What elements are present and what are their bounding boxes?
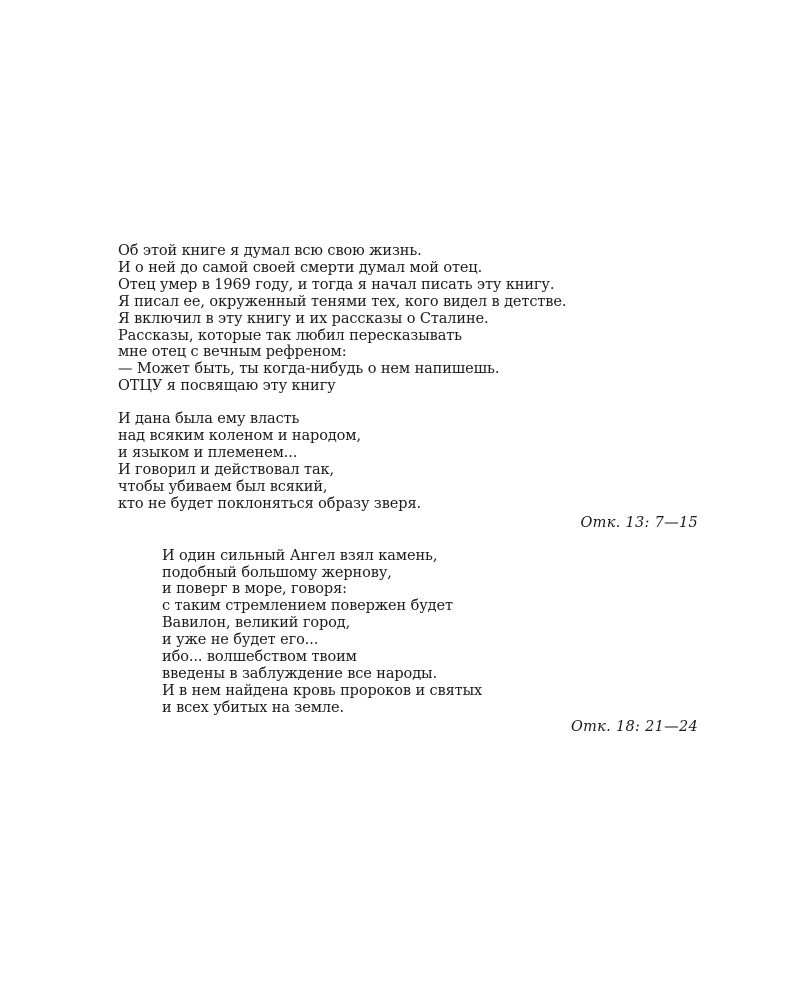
- epigraph-line: над всяким коленом и народом,: [118, 428, 361, 445]
- epigraph-line: И говорил и действовал так,: [118, 461, 334, 478]
- dedication-line: Я включил в эту книгу и их рассказы о Сталине.: [118, 310, 489, 327]
- dedication-line: мне отец с вечным рефреном:: [118, 344, 347, 361]
- epigraph-2: [118, 548, 698, 717]
- dedication-line: ОТЦУ я посвящаю эту книгу: [118, 378, 336, 395]
- epigraph-line: И в нем найдена кровь пророков и святых: [162, 682, 483, 699]
- page-content: [118, 243, 698, 736]
- dedication-line: И о ней до самой своей смерти думал мой отец.: [118, 259, 483, 276]
- epigraph-line: чтобы убиваем был всякий,: [118, 478, 328, 495]
- dedication-line: Отец умер в 1969 году, и тогда я начал писать эту книгу.: [118, 276, 555, 293]
- epigraph-citation: Отк. 13: 7—15: [580, 514, 698, 531]
- epigraph-line: и всех убитых на земле.: [162, 699, 344, 716]
- epigraph-line: кто не будет поклоняться образу зверя.: [118, 495, 422, 512]
- dedication-line: — Может быть, ты когда-нибудь о нем напишешь.: [118, 361, 500, 378]
- epigraph-line: подобный большому жернову,: [162, 564, 392, 581]
- dedication-line: Я писал ее, окруженный тенями тех, кого видел в детстве.: [118, 293, 567, 310]
- dedication-block: [118, 243, 698, 395]
- dedication-line: Об этой книге я думал всю свою жизнь.: [118, 243, 422, 259]
- epigraph-1: [118, 411, 698, 531]
- epigraph-line: и поверг в море, говоря:: [162, 581, 347, 598]
- epigraph-line: введены в заблуждение все народы.: [162, 665, 437, 682]
- epigraph-citation: Отк. 18: 21—24: [570, 718, 698, 735]
- dedication-line: Рассказы, которые так любил пересказывать: [118, 327, 462, 344]
- epigraph-line: и уже не будет его...: [162, 632, 319, 649]
- epigraph-line: и языком и племенем...: [118, 444, 298, 461]
- epigraph-line: с таким стремлением повержен будет: [162, 598, 453, 615]
- epigraph-line: Вавилон, великий город,: [162, 615, 351, 632]
- epigraph-line: И один сильный Ангел взял камень,: [162, 547, 438, 564]
- epigraph-line: ибо... волшебством твоим: [162, 649, 357, 666]
- epigraph-line: И дана была ему власть: [118, 411, 300, 428]
